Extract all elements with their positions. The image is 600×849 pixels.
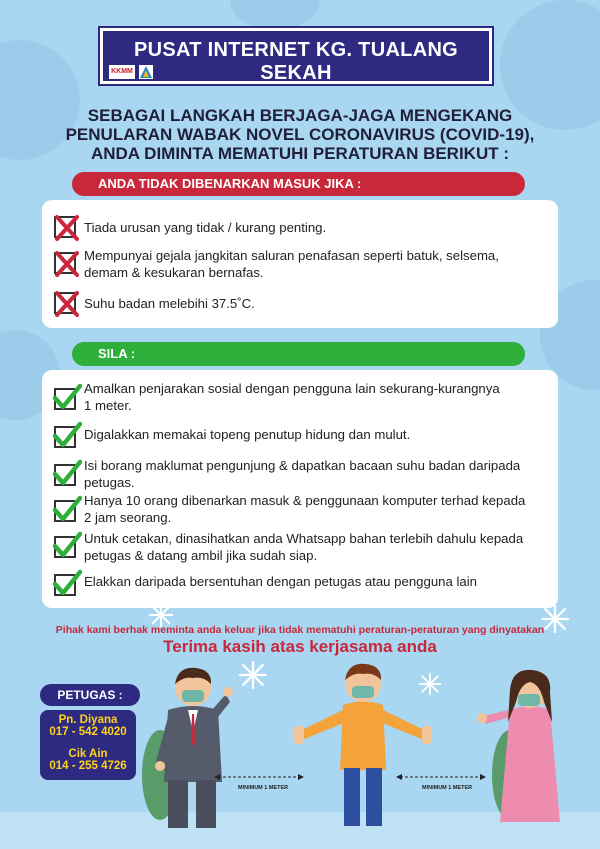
list-item: Hanya 10 orang dibenarkan masuk & penggunaan komputer terhad kepada 2 jam seorang. bbox=[84, 493, 526, 525]
logos bbox=[109, 65, 153, 79]
man-center-figure bbox=[288, 650, 438, 830]
title-banner bbox=[100, 28, 492, 84]
page-title: PUSAT INTERNET KG. TUALANG SEKAH bbox=[133, 39, 459, 84]
staff-name: Pn. Diyana bbox=[58, 714, 118, 726]
staff-contacts bbox=[40, 710, 136, 780]
distance-arrow-icon bbox=[214, 772, 304, 782]
list-item: Mempunyai gejala jangkitan saluran penafasan seperti batuk, selsema, demam & kesukaran bernafas. bbox=[84, 248, 499, 280]
check-icon bbox=[54, 426, 76, 448]
staff-phone: 014 - 255 4726 bbox=[49, 760, 127, 772]
list-item: Suhu badan melebihi 37.5˚C. bbox=[84, 296, 255, 311]
not-allowed-heading: ANDA TIDAK DIBENARKAN MASUK JIKA : bbox=[72, 172, 525, 196]
cross-icon bbox=[54, 216, 76, 238]
staff-label: PETUGAS : bbox=[40, 684, 140, 706]
check-icon bbox=[54, 388, 76, 410]
partner-logo-icon bbox=[139, 65, 153, 79]
intro-text bbox=[40, 106, 560, 163]
check-icon bbox=[54, 536, 76, 558]
list-item: Elakkan daripada bersentuhan dengan petugas atau pengguna lain bbox=[84, 574, 478, 589]
intro-line: PENULARAN WABAK NOVEL CORONAVIRUS (COVID-19), bbox=[65, 125, 535, 144]
virus-particle-icon bbox=[418, 672, 442, 696]
check-icon bbox=[54, 500, 76, 522]
list-item: Digalakkan memakai topeng penutup hidung dan mulut. bbox=[84, 427, 411, 442]
warning-text: Pihak kami berhak meminta anda keluar jika tidak mematuhi peraturan-peraturan yang dinyatakan bbox=[55, 624, 545, 636]
list-item: Isi borang maklumat pengunjung & dapatkan bacaan suhu badan daripada petugas. bbox=[84, 458, 521, 490]
not-allowed-panel bbox=[42, 200, 558, 328]
check-icon bbox=[54, 464, 76, 486]
distance-label: MINIMUM 1 METER bbox=[422, 785, 473, 791]
list-item: Untuk cetakan, dinasihatkan anda Whatsapp bahan terlebih dahulu kepada petugas & datang ambil jika sudah siap. bbox=[84, 531, 524, 563]
staff-name: Cik Ain bbox=[68, 748, 108, 760]
thanks-text: Terima kasih atas kerjasama anda bbox=[163, 637, 437, 656]
cross-icon bbox=[54, 292, 76, 314]
virus-decoration bbox=[230, 0, 320, 30]
list-item: Amalkan penjarakan sosial dengan pengguna lain sekurang-kurangnya 1 meter. bbox=[84, 381, 500, 413]
intro-line: ANDA DIMINTA MEMATUHI PERATURAN BERIKUT : bbox=[90, 144, 510, 163]
list-item: Tiada urusan yang tidak / kurang penting. bbox=[84, 220, 327, 235]
distance-label: MINIMUM 1 METER bbox=[238, 785, 289, 791]
intro-line: SEBAGAI LANGKAH BERJAGA-JAGA MENGEKANG bbox=[87, 106, 513, 125]
staff-phone: 017 - 542 4020 bbox=[49, 726, 127, 738]
distance-arrow-icon bbox=[396, 772, 486, 782]
virus-particle-icon bbox=[238, 660, 268, 690]
cross-icon bbox=[54, 252, 76, 274]
check-icon bbox=[54, 574, 76, 596]
virus-particle-icon bbox=[540, 604, 570, 634]
please-heading: SILA : bbox=[72, 342, 525, 366]
woman-figure bbox=[470, 662, 580, 832]
please-panel bbox=[42, 370, 558, 608]
virus-particle-icon bbox=[148, 602, 174, 628]
kkmm-logo: KKMM bbox=[109, 65, 135, 79]
man-suit-figure bbox=[148, 662, 238, 832]
